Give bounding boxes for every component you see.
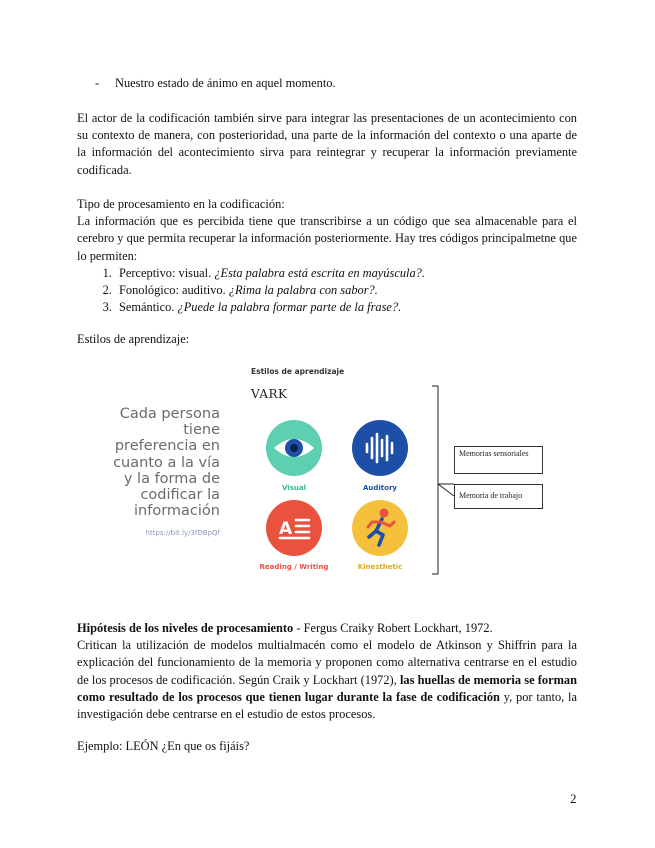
bullet-text: Nuestro estado de ánimo en aquel momento. (115, 76, 336, 90)
auditory-circle (352, 420, 408, 476)
reading-writing-label: Reading / Writing (259, 563, 329, 571)
kinesthetic-label: Kinesthetic (357, 563, 403, 571)
figure-heading: Estilos de aprendizaje (251, 367, 345, 376)
paragraph-codificacion: El actor de la codificación también sirve para integrar las presentaciones de un acontecimiento con su contexto de manera, con posterioridad, una parte de la información del contexto o una aparte de la información del acontecimiento sirva para reintegrar y recuperar la información previamente codificada. (77, 111, 577, 177)
eye-icon (266, 420, 322, 476)
section-hipotesis (77, 620, 577, 723)
runner-icon (352, 500, 408, 556)
tipo-heading: Tipo de procesamiento en la codificación: (77, 197, 285, 211)
estilos-heading: Estilos de aprendizaje: (77, 332, 190, 346)
code-label: Semántico. (119, 300, 178, 315)
learning-styles-figure (110, 360, 550, 578)
code-example: ¿Puede la palabra formar parte de la frase?. (177, 300, 402, 315)
text-document-icon (266, 500, 322, 556)
code-item-semantico (115, 299, 577, 316)
reading-writing-circle (266, 500, 322, 556)
code-example: ¿Esta palabra está escrita en mayúscula?. (214, 265, 425, 280)
code-item-fonologico (115, 282, 577, 299)
hipotesis-title: Hipótesis de los niveles de procesamiento (77, 621, 294, 635)
sound-wave-icon (352, 420, 408, 476)
bullet-dash: - (95, 76, 100, 90)
auditory-label: Auditory (363, 484, 397, 492)
code-label: Perceptivo: visual. (119, 265, 215, 280)
svg-text:A: A (279, 519, 293, 539)
visual-circle (266, 420, 322, 476)
ejemplo-line: Ejemplo: LEÓN ¿En que os fijáis? (77, 739, 250, 753)
hipotesis-text-bold: las huellas de memoria se forman como resultado de los procesos que tienen lugar durante la fase de codificación (77, 672, 577, 704)
bracket-connector (415, 384, 455, 576)
hipotesis-text-before: Critican la utilización de modelos multialmacén como el modelo de Atkinson y Shiffrin para la explicación del funcionamiento de la memoria y proponen como alternativa centrarse en el estudio de los procesos de codificación. Según Craik y Lockhart (1972), (77, 638, 577, 687)
memoria-trabajo-box: Memoria de trabajo (454, 484, 543, 509)
visual-label: Visual (282, 484, 306, 492)
tipo-intro: La información que es percibida tiene que transcribirse a un código que sea almacenable para el cerebro y que permita recuperar la información posteriormente. Hay tres códigos principalmetne que lo permiten: (77, 214, 577, 263)
kinesthetic-circle (352, 500, 408, 556)
code-example: ¿Rima la palabra con sabor?. (228, 283, 378, 298)
figure-quote: Cada persona tiene preferencia en cuanto a la vía y la forma de codificar la información (113, 406, 220, 520)
code-label: Fonológico: auditivo. (119, 283, 229, 298)
memorias-sensoriales-box: Memorias sensoriales (454, 446, 543, 474)
hipotesis-text (77, 637, 577, 723)
code-item-perceptivo (115, 265, 577, 282)
figure-vark-title: VARK (251, 387, 288, 401)
codes-list (77, 265, 577, 317)
page-number: 2 (570, 791, 577, 806)
hipotesis-authors: - Fergus Craiky Robert Lockhart, 1972. (293, 621, 493, 635)
hipotesis-heading (77, 620, 577, 637)
bullet-item (95, 75, 336, 92)
figure-link[interactable]: https://bit.ly/3fDBpQf (145, 529, 220, 537)
section-tipo-procesamiento (77, 196, 577, 316)
hipotesis-text-after: y, por tanto, la investigación debe centrarse en el estudio de estos procesos. (77, 689, 577, 722)
